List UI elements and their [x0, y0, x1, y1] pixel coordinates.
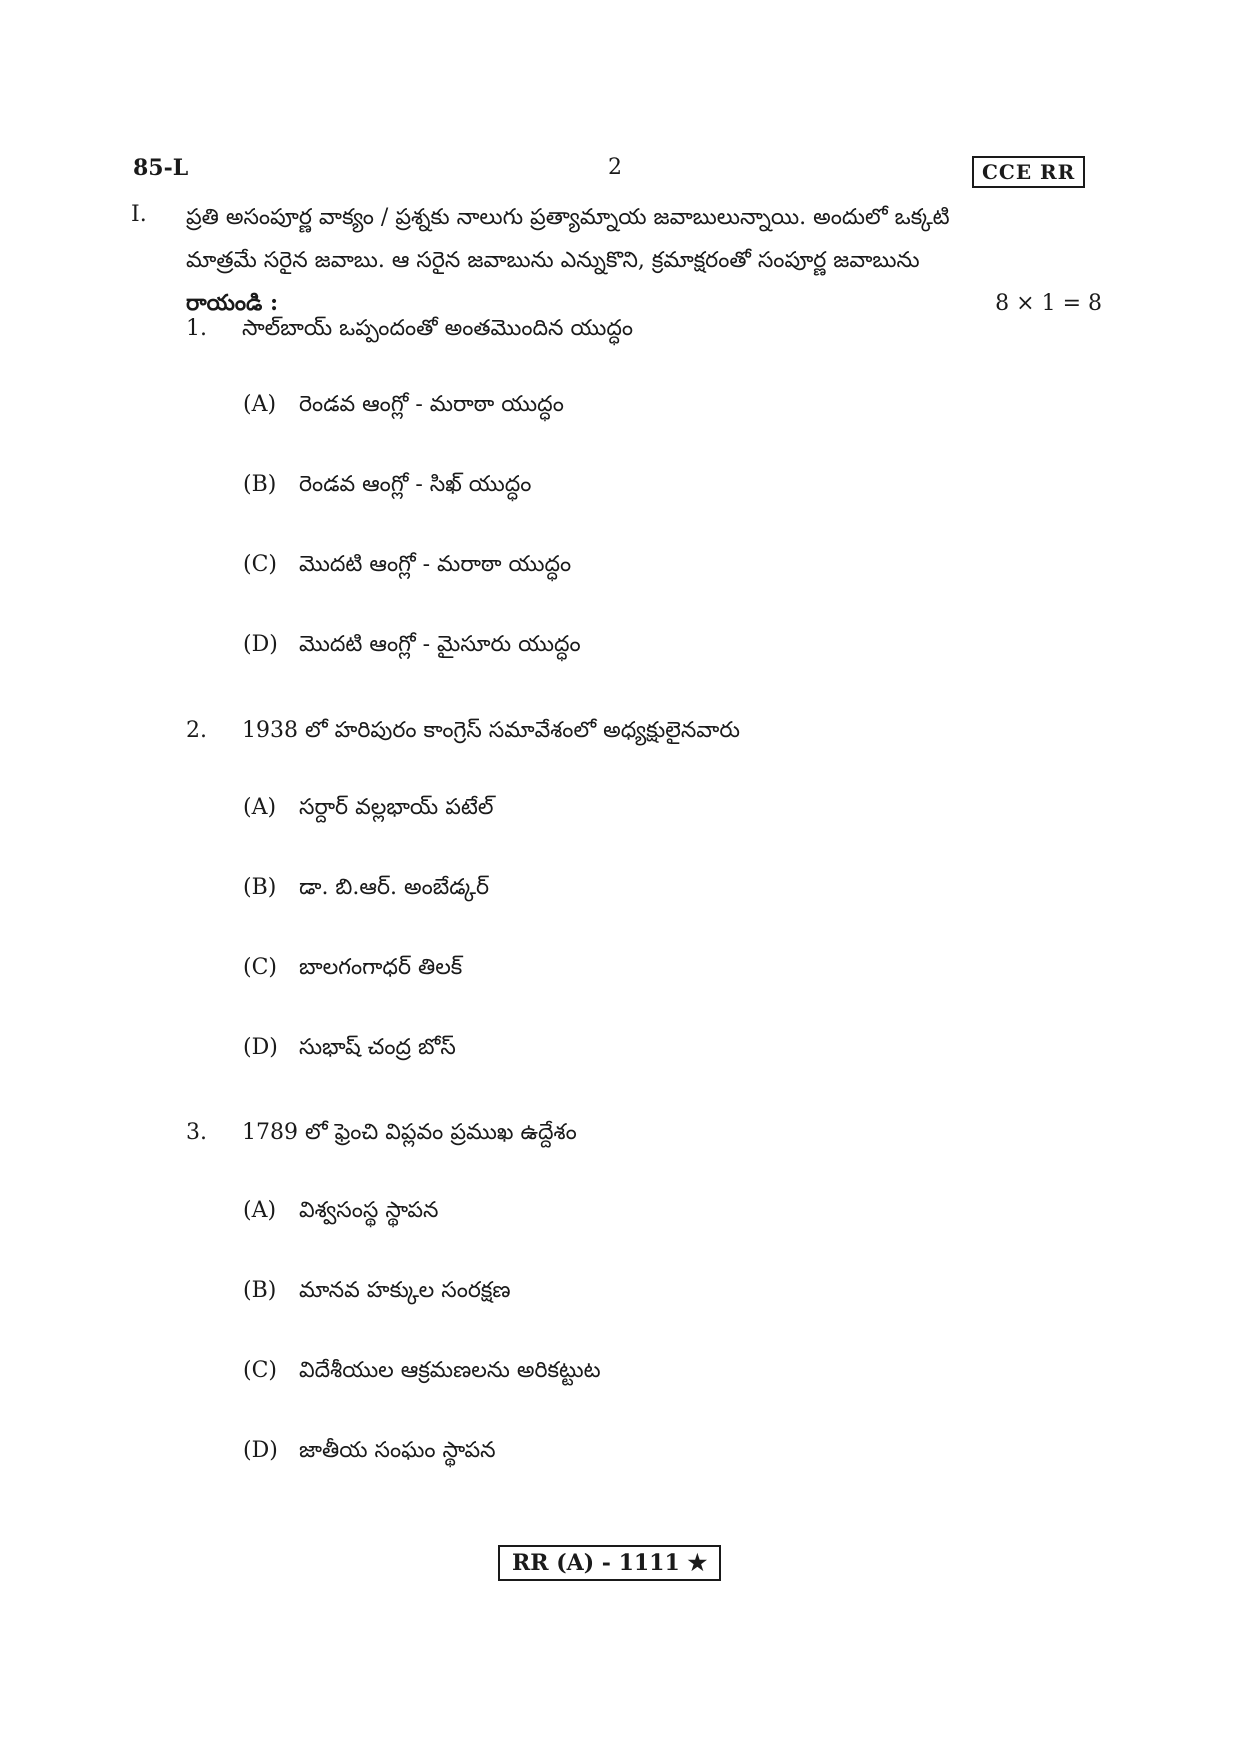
header-code: 85-L [133, 155, 189, 181]
option-2d [243, 1035, 456, 1065]
option-text: డా. బి.ఆర్. అంబేడ్కర్ [299, 875, 490, 900]
option-1d [243, 632, 581, 662]
question-3 [186, 1120, 577, 1150]
marks-scheme: 8 × 1 = 8 [995, 291, 1102, 316]
series-box: CCE RR [972, 156, 1085, 188]
section-instructions [186, 196, 1102, 325]
option-text: సర్దార్ వల్లభాయ్ పటేల్ [299, 795, 494, 820]
option-text: రెండవ ఆంగ్లో - మరాఠా యుద్ధం [299, 392, 564, 417]
page-number: 2 [608, 155, 622, 180]
option-label: (C) [243, 1358, 277, 1383]
option-1b [243, 472, 531, 502]
option-label: (A) [243, 392, 277, 417]
instruction-end: రాయండి : [186, 290, 279, 316]
option-label: (D) [243, 1035, 278, 1060]
instruction-line: ప్రతి అసంపూర్ణ వాక్యం / ప్రశ్నకు నాలుగు ప్రత్యామ్నాయ జవాబులున్నాయి. అందులో ఒక్కటి [186, 205, 950, 230]
question-number: 2. [186, 718, 207, 743]
option-text: మొదటి ఆంగ్లో - మరాఠా యుద్ధం [299, 552, 572, 577]
option-text: సుభాష్ చంద్ర బోస్ [299, 1035, 456, 1060]
option-3d [243, 1438, 496, 1468]
footer-code-box: RR (A) - 1111 ★ [498, 1545, 721, 1581]
option-3b [243, 1278, 511, 1308]
section-numeral: I. [131, 202, 147, 227]
option-label: (A) [243, 1198, 277, 1223]
option-text: మొదటి ఆంగ్లో - మైసూరు యుద్ధం [299, 632, 581, 657]
option-3c [243, 1358, 601, 1388]
instruction-line: మాత్రమే సరైన జవాబు. ఆ సరైన జవాబును ఎన్నుకొని, క్రమాక్షరంతో సంపూర్ణ జవాబును [186, 248, 920, 273]
option-label: (B) [243, 472, 277, 497]
option-label: (A) [243, 795, 277, 820]
question-1 [186, 316, 633, 346]
option-text: విశ్వసంస్థ స్థాపన [299, 1198, 439, 1223]
question-text: 1789 లో ఫ్రెంచి విప్లవం ప్రముఖ ఉద్దేశం [242, 1120, 577, 1145]
option-text: మానవ హక్కుల సంరక్షణ [299, 1278, 511, 1303]
option-2c [243, 955, 462, 985]
option-label: (B) [243, 875, 277, 900]
option-2b [243, 875, 489, 905]
option-text: బాలగంగాధర్ తిలక్ [299, 955, 463, 980]
option-label: (C) [243, 552, 277, 577]
option-1c [243, 552, 571, 582]
question-text: 1938 లో హరిపురం కాంగ్రెస్ సమావేశంలో అధ్యక్షులైనవారు [242, 718, 740, 743]
question-number: 1. [186, 316, 207, 341]
option-3a [243, 1198, 438, 1228]
question-2 [186, 718, 740, 748]
option-text: విదేశీయుల ఆక్రమణలను అరికట్టుట [299, 1358, 601, 1383]
option-1a [243, 392, 564, 422]
question-number: 3. [186, 1120, 207, 1145]
option-label: (C) [243, 955, 277, 980]
option-label: (D) [243, 1438, 278, 1463]
option-label: (D) [243, 632, 278, 657]
option-text: రెండవ ఆంగ్లో - సిఖ్ యుద్ధం [299, 472, 532, 497]
option-label: (B) [243, 1278, 277, 1303]
question-text: సాల్‌బాయ్ ఒప్పందంతో అంతమొందిన యుద్ధం [242, 316, 634, 341]
option-text: జాతీయ సంఘం స్థాపన [299, 1438, 496, 1463]
option-2a [243, 795, 493, 825]
